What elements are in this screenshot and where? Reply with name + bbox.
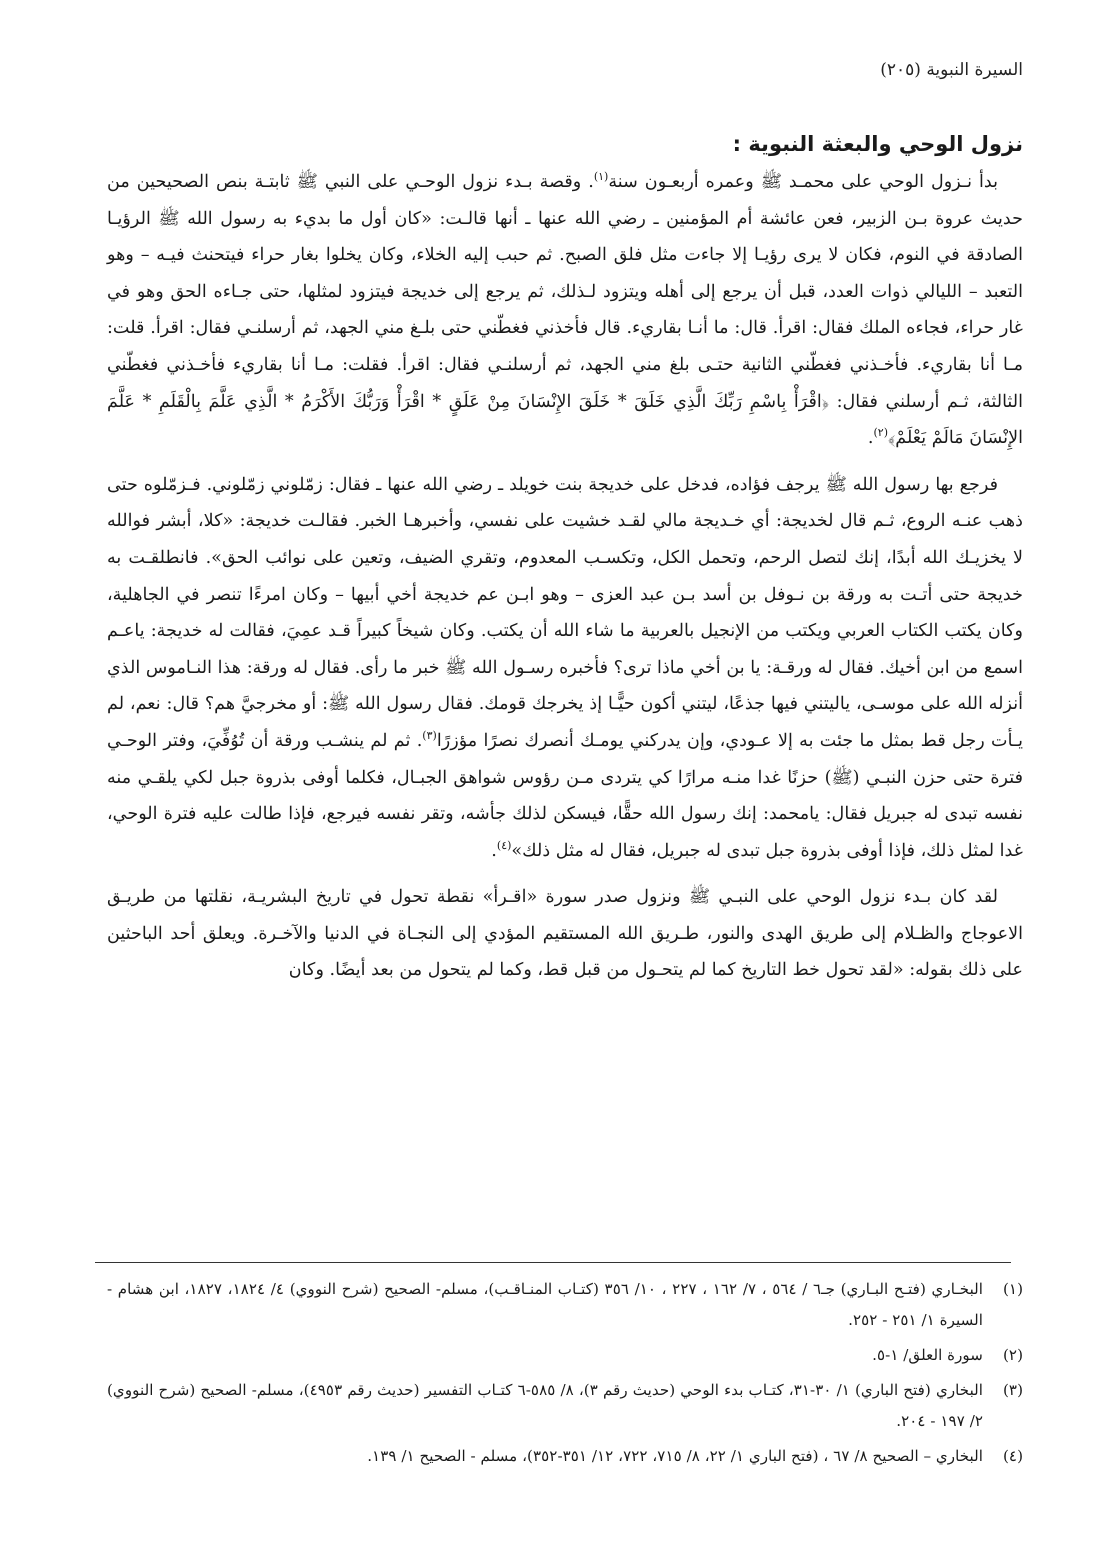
footnote-item	[107, 1340, 1023, 1371]
paragraph-2-text-c: .	[491, 840, 497, 861]
footnote-ref-3: (٣)	[422, 729, 437, 743]
paragraph-2	[107, 467, 1023, 870]
paragraph-2-text-a: فرجع بها رسول الله ﷺ يرجف فؤاده، فدخل على خديجة بنت خويلد ـ رضي الله عنها ـ فقال: زمّلوني زمّلوني. فـزمّلوه حتى ذهب عنـه الروع، ثـم قال لخديجة: أي خـديجة مالي لقـد خشيت على نفسي، وأخبرهـا الخبر. فقالـت خديجة: «كلا، أبشر فوالله لا يخزيـك الله أبدًا، إنك لتصل الرحم، وتحمل الكل، وتكسـب المعدوم، وتقري الضيف، وتعين على نوائب الحق». فانطلقـت به خديجة حتى أتـت به ورقة بن نـوفل بن أسد بـن عبد العزى – وهو ابـن عم خديجة أخي أبيها – وكان امرءًا تنصر في الجاهلية، وكان يكتب الكتاب العربي ويكتب من الإنجيل بالعربية ما شاء الله أن يكتب. وكان شيخاً كبيراً قـد عمِيَ، فقالت له خديجة: ياعـم اسمع من ابن أخيك. فقال له ورقـة: يا بن أخي ماذا ترى؟ فأخبره رسـول الله ﷺ خبر ما رأى. فقال له ورقة: هذا النـاموس الذي أنزله الله على موسـى، ياليتني فيها جذعًا، ليتني أكون حيًّـا إذ يخرجك قومك. فقال رسول الله ﷺ: أو مخرجيَّ هم؟ قال: نعم، لم يـأت رجل قط بمثل ما جئت به إلا عـودي، وإن يدركني يومـك أنصرك نصرًا مؤزرًا	[107, 474, 1023, 751]
paragraph-3-text: لقد كان بـدء نزول الوحي على النبـي ﷺ ونزول صدر سورة «اقـرأ» نقطة تحول في تاريخ البشريـة، نقلتها من طريـق الاعوجاج والظـلام إلى طريق الهدى والنور، طـريق الله المستقيم المؤدي إلى النجـاة في الدنيا والآخـرة. ويعلق أحد الباحثين على ذلك بقوله: «لقد تحول خط التاريخ كما لم يتحـول من قبل قط، وكما لم يتحول من بعد أيضًا. وكان	[107, 887, 1023, 981]
main-content	[107, 124, 1023, 999]
paragraph-2-text-b: . ثم لم ينشـب ورقة أن تُوُفِّيَ، وفتر الوحـي فترة حتى حزن النبـي (ﷺ) حزنًا غدا منـه مرارًا كي يتردى مـن رؤوس شواهق الجبـال، فكلما أوفى بذروة جبل لكي يلقـي منه نفسه تبدى له جبريل فقال: يامحمد: إنك رسول الله حقًّا، فيسكن لذلك جأشه، وتقر نفسه فيرجع، فإذا طالت عليه فترة الوحي، غدا لمثل ذلك، فإذا أوفى بذروة جبل تبدى له جبريل، فقال له مثل ذلك»	[107, 730, 1023, 861]
footnote-text: البخـاري (فتـح البـاري) جـ٦ / ٥٦٤ ، ٧/ ١٦٢ ، ٢٢٧ ، ١٠/ ٣٥٦ (كتـاب المنـاقـب)، مسلم- الصحيح (شرح النووي) ٤/ ١٨٢٤، ١٨٢٧، ابن هشام - السيرة ١/ ٢٥١ - ٢٥٢.	[107, 1280, 983, 1329]
section-heading: نزول الوحي والبعثة النبوية :	[732, 132, 1023, 156]
footnote-number: (٣)	[1002, 1381, 1023, 1399]
footnote-number: (٢)	[1002, 1346, 1023, 1364]
running-header: السيرة النبوية (٢٠٥)	[880, 60, 1023, 80]
footnote-item	[107, 1441, 1023, 1472]
footnote-text: البخاري – الصحيح ٨/ ٦٧ ، (فتح الباري ١/ ٢٢، ٨/ ٧١٥، ٧٢٢، ١٢/ ٣٥١-٣٥٢)، مسلم - الصحيح ١/ ١٣٩.	[367, 1447, 983, 1465]
footnote-text: سورة العلق/ ١-٥.	[872, 1346, 983, 1364]
footnote-item	[107, 1274, 1023, 1336]
footnote-number: (٤)	[1002, 1447, 1023, 1465]
footnotes	[107, 1274, 1023, 1476]
footnote-item	[107, 1375, 1023, 1437]
footnote-ref-2: (٢)	[873, 426, 888, 440]
paragraph-3	[107, 879, 1023, 989]
footnote-number: (١)	[1002, 1280, 1023, 1298]
paragraph-1	[107, 164, 1023, 457]
footnote-divider	[95, 1262, 1011, 1263]
quran-verse: ﴿اقْرَأْ بِاسْمِ رَبِّكَ الَّذِي خَلَقَ * خَلَقَ الإِنْسَانَ مِنْ عَلَقٍ * اقْرَأْ وَرَبُّكَ الأَكْرَمُ * الَّذِي عَلَّمَ بِالْقَلَمِ * عَلَّمَ الإِنْسَانَ مَالَمْ يَعْلَمْ﴾	[107, 391, 1023, 449]
footnote-ref-1: (١)	[593, 170, 609, 184]
paragraph-1-text-a: بدأ نـزول الوحي على محمـد ﷺ وعمره أربعـون سنة	[608, 172, 998, 192]
paragraph-1-text-c: .	[867, 428, 874, 449]
footnote-text: البخاري (فتح الباري) ١/ ٣٠-٣١، كتـاب بدء الوحي (حديث رقم ٣)، ٨/ ٥٨٥-٦ كتـاب التفسير (حديث رقم ٤٩٥٣)، مسلم- الصحيح (شرح النووي) ٢/ ١٩٧ - ٢٠٤.	[107, 1381, 984, 1430]
paragraph-1-text-b: . وقصة بـدء نزول الوحـي على النبي ﷺ ثابتـة بنص الصحيحين من حديث عروة بـن الزبير، فعن عائشة أم المؤمنين ـ رضي الله عنها ـ أنها قالـت: «كان أول ما بديء به رسول الله ﷺ الرؤيـا الصادقة في النوم، فكان لا يرى رؤيـا إلا جاءت مثل فلق الصبح. ثم حبب إليه الخلاء، وكان يخلوا بغار حراء فيتحنث فيـه – وهو التعبد – الليالي ذوات العدد، قبل أن يرجع إلى أهله ويتزود لـذلك، ثم يرجع إلى خديجة فيتزود لمثلها، حتى جـاءه الحق وهو في غار حراء، فجاءه الملك فقال: اقرأ. قال: ما أنـا بقاريء. قال فأخذني فغطّني حتى بلـغ مني الجهد، ثم أرسلنـي فقال: اقرأ. قلت: مـا أنا بقاريء. فأخـذني فغطّني الثانية حتـى بلغ مني الجهد، ثم أرسلنـي فقال: اقرأ. فقلت: مـا أنا بقاريء فأخـذني فغطّني الثالثة، ثـم أرسلني فقال:	[107, 172, 1023, 412]
footnote-ref-4: (٤)	[496, 838, 512, 852]
